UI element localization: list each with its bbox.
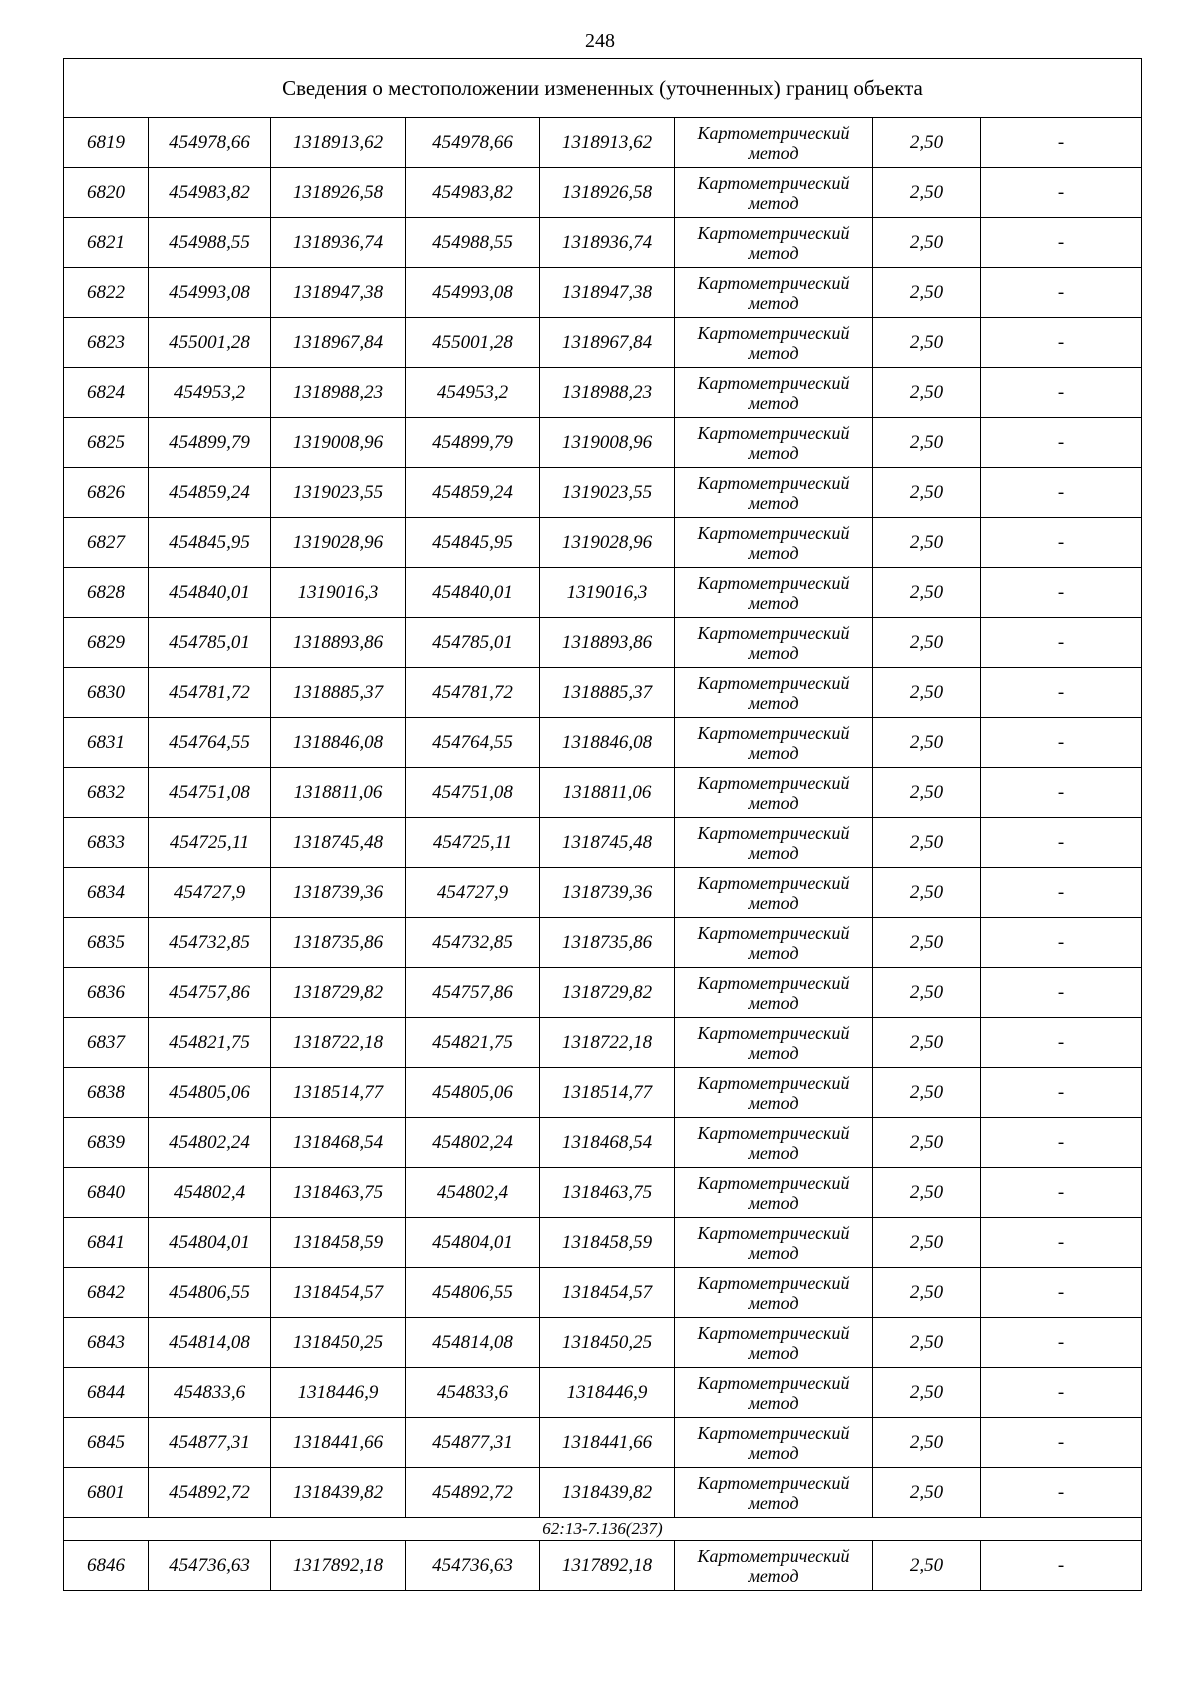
cell-x-new: 454877,31	[406, 1418, 540, 1468]
cell-y-old: 1318745,48	[271, 818, 406, 868]
cell-method: Картометрический метод	[675, 418, 873, 468]
table-row	[64, 968, 1142, 1018]
cell-x-new: 454736,63	[406, 1541, 540, 1591]
cell-x-new: 454821,75	[406, 1018, 540, 1068]
cell-method: Картометрический метод	[675, 1018, 873, 1068]
cell-x-new: 454833,6	[406, 1368, 540, 1418]
cell-y-old: 1318441,66	[271, 1418, 406, 1468]
cell-x-new: 454764,55	[406, 718, 540, 768]
cell-point-number: 6845	[64, 1418, 149, 1468]
cell-y-new: 1318458,59	[540, 1218, 675, 1268]
table-row	[64, 518, 1142, 568]
cell-y-new: 1317892,18	[540, 1541, 675, 1591]
cell-y-new: 1318450,25	[540, 1318, 675, 1368]
cell-y-old: 1318936,74	[271, 218, 406, 268]
cell-description: -	[981, 768, 1142, 818]
table-row	[64, 268, 1142, 318]
cell-description: -	[981, 368, 1142, 418]
cell-accuracy: 2,50	[873, 1541, 981, 1591]
cell-x-old: 454821,75	[149, 1018, 271, 1068]
table-row	[64, 1318, 1142, 1368]
table-row	[64, 1068, 1142, 1118]
cell-y-old: 1318463,75	[271, 1168, 406, 1218]
cell-x-new: 454993,08	[406, 268, 540, 318]
cell-description: -	[981, 468, 1142, 518]
cell-method: Картометрический метод	[675, 1218, 873, 1268]
table-row	[64, 318, 1142, 368]
cell-point-number: 6843	[64, 1318, 149, 1368]
table-row	[64, 568, 1142, 618]
cell-x-old: 454764,55	[149, 718, 271, 768]
cell-accuracy: 2,50	[873, 1318, 981, 1368]
cell-point-number: 6823	[64, 318, 149, 368]
cell-accuracy: 2,50	[873, 318, 981, 368]
cell-description: -	[981, 418, 1142, 468]
cell-method: Картометрический метод	[675, 868, 873, 918]
cell-description: -	[981, 718, 1142, 768]
cell-x-new: 454725,11	[406, 818, 540, 868]
cell-y-new: 1318846,08	[540, 718, 675, 768]
cell-point-number: 6839	[64, 1118, 149, 1168]
cell-x-old: 454757,86	[149, 968, 271, 1018]
cell-y-old: 1318454,57	[271, 1268, 406, 1318]
cell-point-number: 6835	[64, 918, 149, 968]
cell-y-new: 1318913,62	[540, 118, 675, 168]
cell-method: Картометрический метод	[675, 1268, 873, 1318]
cell-point-number: 6837	[64, 1018, 149, 1068]
cell-y-old: 1318846,08	[271, 718, 406, 768]
cell-method: Картометрический метод	[675, 668, 873, 718]
table-row	[64, 218, 1142, 268]
cell-point-number: 6841	[64, 1218, 149, 1268]
cell-y-new: 1319016,3	[540, 568, 675, 618]
cell-method: Картометрический метод	[675, 368, 873, 418]
cell-method: Картометрический метод	[675, 518, 873, 568]
table-row	[64, 168, 1142, 218]
table-row	[64, 468, 1142, 518]
cell-y-new: 1318893,86	[540, 618, 675, 668]
cell-point-number: 6838	[64, 1068, 149, 1118]
cell-x-new: 454757,86	[406, 968, 540, 1018]
cell-y-new: 1318454,57	[540, 1268, 675, 1318]
cell-x-new: 454805,06	[406, 1068, 540, 1118]
cell-accuracy: 2,50	[873, 1368, 981, 1418]
cell-y-old: 1318739,36	[271, 868, 406, 918]
cell-y-new: 1318722,18	[540, 1018, 675, 1068]
cell-description: -	[981, 918, 1142, 968]
table-title: Сведения о местоположении измененных (уточненных) границ объекта	[64, 59, 1142, 118]
cell-method: Картометрический метод	[675, 468, 873, 518]
cell-y-new: 1318885,37	[540, 668, 675, 718]
cell-x-old: 454833,6	[149, 1368, 271, 1418]
cell-method: Картометрический метод	[675, 768, 873, 818]
cell-description: -	[981, 1018, 1142, 1068]
cell-point-number: 6825	[64, 418, 149, 468]
cell-x-new: 454899,79	[406, 418, 540, 468]
cell-method: Картометрический метод	[675, 1468, 873, 1518]
cell-point-number: 6836	[64, 968, 149, 1018]
cell-accuracy: 2,50	[873, 1018, 981, 1068]
cell-x-old: 454814,08	[149, 1318, 271, 1368]
cell-x-old: 454785,01	[149, 618, 271, 668]
section-label: 62:13-7.136(237)	[64, 1518, 1142, 1541]
cell-description: -	[981, 818, 1142, 868]
cell-method: Картометрический метод	[675, 1168, 873, 1218]
cell-point-number: 6819	[64, 118, 149, 168]
table-row	[64, 768, 1142, 818]
table-row	[64, 868, 1142, 918]
cell-method: Картометрический метод	[675, 218, 873, 268]
cell-point-number: 6832	[64, 768, 149, 818]
cell-y-new: 1319028,96	[540, 518, 675, 568]
table-row	[64, 918, 1142, 968]
cell-x-old: 454988,55	[149, 218, 271, 268]
cell-point-number: 6830	[64, 668, 149, 718]
cell-accuracy: 2,50	[873, 368, 981, 418]
cell-x-new: 454953,2	[406, 368, 540, 418]
cell-x-new: 454978,66	[406, 118, 540, 168]
cell-x-old: 454859,24	[149, 468, 271, 518]
cell-description: -	[981, 268, 1142, 318]
table-row	[64, 718, 1142, 768]
cell-y-new: 1318739,36	[540, 868, 675, 918]
cell-x-old: 454978,66	[149, 118, 271, 168]
cell-x-old: 454725,11	[149, 818, 271, 868]
cell-accuracy: 2,50	[873, 868, 981, 918]
cell-x-old: 454840,01	[149, 568, 271, 618]
cell-method: Картометрический метод	[675, 1318, 873, 1368]
cell-description: -	[981, 868, 1142, 918]
cell-point-number: 6821	[64, 218, 149, 268]
cell-method: Картометрический метод	[675, 1068, 873, 1118]
cell-x-old: 454751,08	[149, 768, 271, 818]
cell-method: Картометрический метод	[675, 1541, 873, 1591]
cell-point-number: 6820	[64, 168, 149, 218]
cell-method: Картометрический метод	[675, 318, 873, 368]
cell-description: -	[981, 618, 1142, 668]
cell-description: -	[981, 218, 1142, 268]
cell-point-number: 6829	[64, 618, 149, 668]
cell-y-new: 1318439,82	[540, 1468, 675, 1518]
cell-x-new: 454727,9	[406, 868, 540, 918]
cell-accuracy: 2,50	[873, 118, 981, 168]
cell-y-old: 1318893,86	[271, 618, 406, 668]
cell-y-old: 1318450,25	[271, 1318, 406, 1368]
cell-x-old: 454736,63	[149, 1541, 271, 1591]
cell-y-old: 1318735,86	[271, 918, 406, 968]
cell-x-new: 454814,08	[406, 1318, 540, 1368]
cell-accuracy: 2,50	[873, 718, 981, 768]
table-row	[64, 818, 1142, 868]
table-row	[64, 1368, 1142, 1418]
cell-description: -	[981, 1068, 1142, 1118]
cell-accuracy: 2,50	[873, 818, 981, 868]
cell-y-old: 1318468,54	[271, 1118, 406, 1168]
cell-accuracy: 2,50	[873, 568, 981, 618]
cell-accuracy: 2,50	[873, 668, 981, 718]
cell-accuracy: 2,50	[873, 418, 981, 468]
cell-accuracy: 2,50	[873, 968, 981, 1018]
section-row	[64, 1518, 1142, 1541]
cell-description: -	[981, 518, 1142, 568]
cell-accuracy: 2,50	[873, 768, 981, 818]
cell-y-new: 1318446,9	[540, 1368, 675, 1418]
cell-y-old: 1318885,37	[271, 668, 406, 718]
cell-description: -	[981, 1168, 1142, 1218]
cell-point-number: 6826	[64, 468, 149, 518]
table-row	[64, 1468, 1142, 1518]
table-title-row	[64, 59, 1142, 118]
page-number: 248	[585, 30, 615, 52]
cell-description: -	[981, 1268, 1142, 1318]
cell-method: Картометрический метод	[675, 568, 873, 618]
cell-x-old: 454845,95	[149, 518, 271, 568]
cell-description: -	[981, 1368, 1142, 1418]
cell-description: -	[981, 1318, 1142, 1368]
cell-x-new: 454983,82	[406, 168, 540, 218]
cell-point-number: 6842	[64, 1268, 149, 1318]
cell-method: Картометрический метод	[675, 1368, 873, 1418]
cell-point-number: 6822	[64, 268, 149, 318]
cell-method: Картометрический метод	[675, 1118, 873, 1168]
cell-x-new: 454840,01	[406, 568, 540, 618]
cell-y-old: 1318926,58	[271, 168, 406, 218]
cell-point-number: 6831	[64, 718, 149, 768]
cell-method: Картометрический метод	[675, 1418, 873, 1468]
cell-method: Картометрический метод	[675, 918, 873, 968]
cell-y-new: 1318947,38	[540, 268, 675, 318]
cell-x-old: 454802,4	[149, 1168, 271, 1218]
cell-description: -	[981, 1218, 1142, 1268]
cell-x-new: 454785,01	[406, 618, 540, 668]
cell-y-new: 1318811,06	[540, 768, 675, 818]
cell-accuracy: 2,50	[873, 1068, 981, 1118]
cell-x-old: 454804,01	[149, 1218, 271, 1268]
cell-x-old: 454805,06	[149, 1068, 271, 1118]
cell-description: -	[981, 168, 1142, 218]
table-row	[64, 368, 1142, 418]
cell-point-number: 6846	[64, 1541, 149, 1591]
cell-accuracy: 2,50	[873, 168, 981, 218]
table-row	[64, 1268, 1142, 1318]
cell-y-new: 1318468,54	[540, 1118, 675, 1168]
cell-y-new: 1318936,74	[540, 218, 675, 268]
table-row	[64, 618, 1142, 668]
cell-method: Картометрический метод	[675, 118, 873, 168]
cell-x-new: 454732,85	[406, 918, 540, 968]
cell-y-new: 1318441,66	[540, 1418, 675, 1468]
cell-y-old: 1317892,18	[271, 1541, 406, 1591]
cell-description: -	[981, 568, 1142, 618]
cell-x-old: 454727,9	[149, 868, 271, 918]
cell-x-old: 454802,24	[149, 1118, 271, 1168]
cell-x-new: 454845,95	[406, 518, 540, 568]
cell-x-old: 454983,82	[149, 168, 271, 218]
cell-y-old: 1319023,55	[271, 468, 406, 518]
cell-x-new: 454804,01	[406, 1218, 540, 1268]
cell-y-old: 1318913,62	[271, 118, 406, 168]
cell-accuracy: 2,50	[873, 468, 981, 518]
cell-accuracy: 2,50	[873, 1218, 981, 1268]
table-row	[64, 1118, 1142, 1168]
cell-y-old: 1319008,96	[271, 418, 406, 468]
cell-x-old: 454892,72	[149, 1468, 271, 1518]
cell-x-old: 454953,2	[149, 368, 271, 418]
cell-x-new: 455001,28	[406, 318, 540, 368]
cell-accuracy: 2,50	[873, 268, 981, 318]
cell-x-old: 454781,72	[149, 668, 271, 718]
table-body	[64, 59, 1142, 1591]
cell-method: Картометрический метод	[675, 268, 873, 318]
cell-x-old: 454993,08	[149, 268, 271, 318]
cell-x-new: 454751,08	[406, 768, 540, 818]
cell-method: Картометрический метод	[675, 168, 873, 218]
table-row	[64, 1168, 1142, 1218]
cell-y-old: 1318988,23	[271, 368, 406, 418]
cell-description: -	[981, 668, 1142, 718]
cell-x-old: 455001,28	[149, 318, 271, 368]
cell-y-new: 1318735,86	[540, 918, 675, 968]
cell-x-old: 454732,85	[149, 918, 271, 968]
cell-accuracy: 2,50	[873, 1418, 981, 1468]
cell-accuracy: 2,50	[873, 1168, 981, 1218]
cell-accuracy: 2,50	[873, 618, 981, 668]
cell-x-new: 454892,72	[406, 1468, 540, 1518]
table-row	[64, 1541, 1142, 1591]
cell-y-new: 1318926,58	[540, 168, 675, 218]
cell-accuracy: 2,50	[873, 1468, 981, 1518]
cell-y-old: 1318458,59	[271, 1218, 406, 1268]
cell-x-old: 454899,79	[149, 418, 271, 468]
cell-accuracy: 2,50	[873, 218, 981, 268]
cell-point-number: 6840	[64, 1168, 149, 1218]
cell-y-new: 1319008,96	[540, 418, 675, 468]
cell-x-new: 454859,24	[406, 468, 540, 518]
cell-method: Картометрический метод	[675, 618, 873, 668]
table-row	[64, 418, 1142, 468]
cell-y-new: 1318988,23	[540, 368, 675, 418]
cell-y-old: 1318729,82	[271, 968, 406, 1018]
cell-point-number: 6824	[64, 368, 149, 418]
cell-y-new: 1318463,75	[540, 1168, 675, 1218]
cell-x-new: 454802,4	[406, 1168, 540, 1218]
cell-y-old: 1318967,84	[271, 318, 406, 368]
cell-accuracy: 2,50	[873, 1118, 981, 1168]
cell-x-old: 454806,55	[149, 1268, 271, 1318]
cell-point-number: 6844	[64, 1368, 149, 1418]
cell-point-number: 6801	[64, 1468, 149, 1518]
cell-point-number: 6828	[64, 568, 149, 618]
cell-y-old: 1318439,82	[271, 1468, 406, 1518]
cell-description: -	[981, 1118, 1142, 1168]
cell-x-new: 454802,24	[406, 1118, 540, 1168]
cell-description: -	[981, 968, 1142, 1018]
cell-method: Картометрический метод	[675, 718, 873, 768]
cell-description: -	[981, 118, 1142, 168]
cell-method: Картометрический метод	[675, 818, 873, 868]
cell-y-old: 1319028,96	[271, 518, 406, 568]
cell-point-number: 6827	[64, 518, 149, 568]
cell-y-new: 1318514,77	[540, 1068, 675, 1118]
cell-accuracy: 2,50	[873, 918, 981, 968]
cell-description: -	[981, 1418, 1142, 1468]
cell-description: -	[981, 318, 1142, 368]
cell-y-new: 1318729,82	[540, 968, 675, 1018]
table-row	[64, 1218, 1142, 1268]
cell-y-old: 1319016,3	[271, 568, 406, 618]
cell-y-old: 1318722,18	[271, 1018, 406, 1068]
cell-x-new: 454806,55	[406, 1268, 540, 1318]
cell-point-number: 6834	[64, 868, 149, 918]
cell-y-old: 1318811,06	[271, 768, 406, 818]
cell-x-old: 454877,31	[149, 1418, 271, 1468]
cell-method: Картометрический метод	[675, 968, 873, 1018]
cell-accuracy: 2,50	[873, 518, 981, 568]
cell-y-new: 1318967,84	[540, 318, 675, 368]
cell-accuracy: 2,50	[873, 1268, 981, 1318]
boundary-table	[63, 58, 1142, 1591]
cell-y-old: 1318446,9	[271, 1368, 406, 1418]
cell-x-new: 454988,55	[406, 218, 540, 268]
cell-point-number: 6833	[64, 818, 149, 868]
cell-description: -	[981, 1541, 1142, 1591]
cell-description: -	[981, 1468, 1142, 1518]
cell-y-new: 1319023,55	[540, 468, 675, 518]
cell-y-old: 1318947,38	[271, 268, 406, 318]
cell-y-new: 1318745,48	[540, 818, 675, 868]
table-row	[64, 668, 1142, 718]
cell-x-new: 454781,72	[406, 668, 540, 718]
table-row	[64, 1418, 1142, 1468]
table-row	[64, 118, 1142, 168]
cell-y-old: 1318514,77	[271, 1068, 406, 1118]
table-row	[64, 1018, 1142, 1068]
